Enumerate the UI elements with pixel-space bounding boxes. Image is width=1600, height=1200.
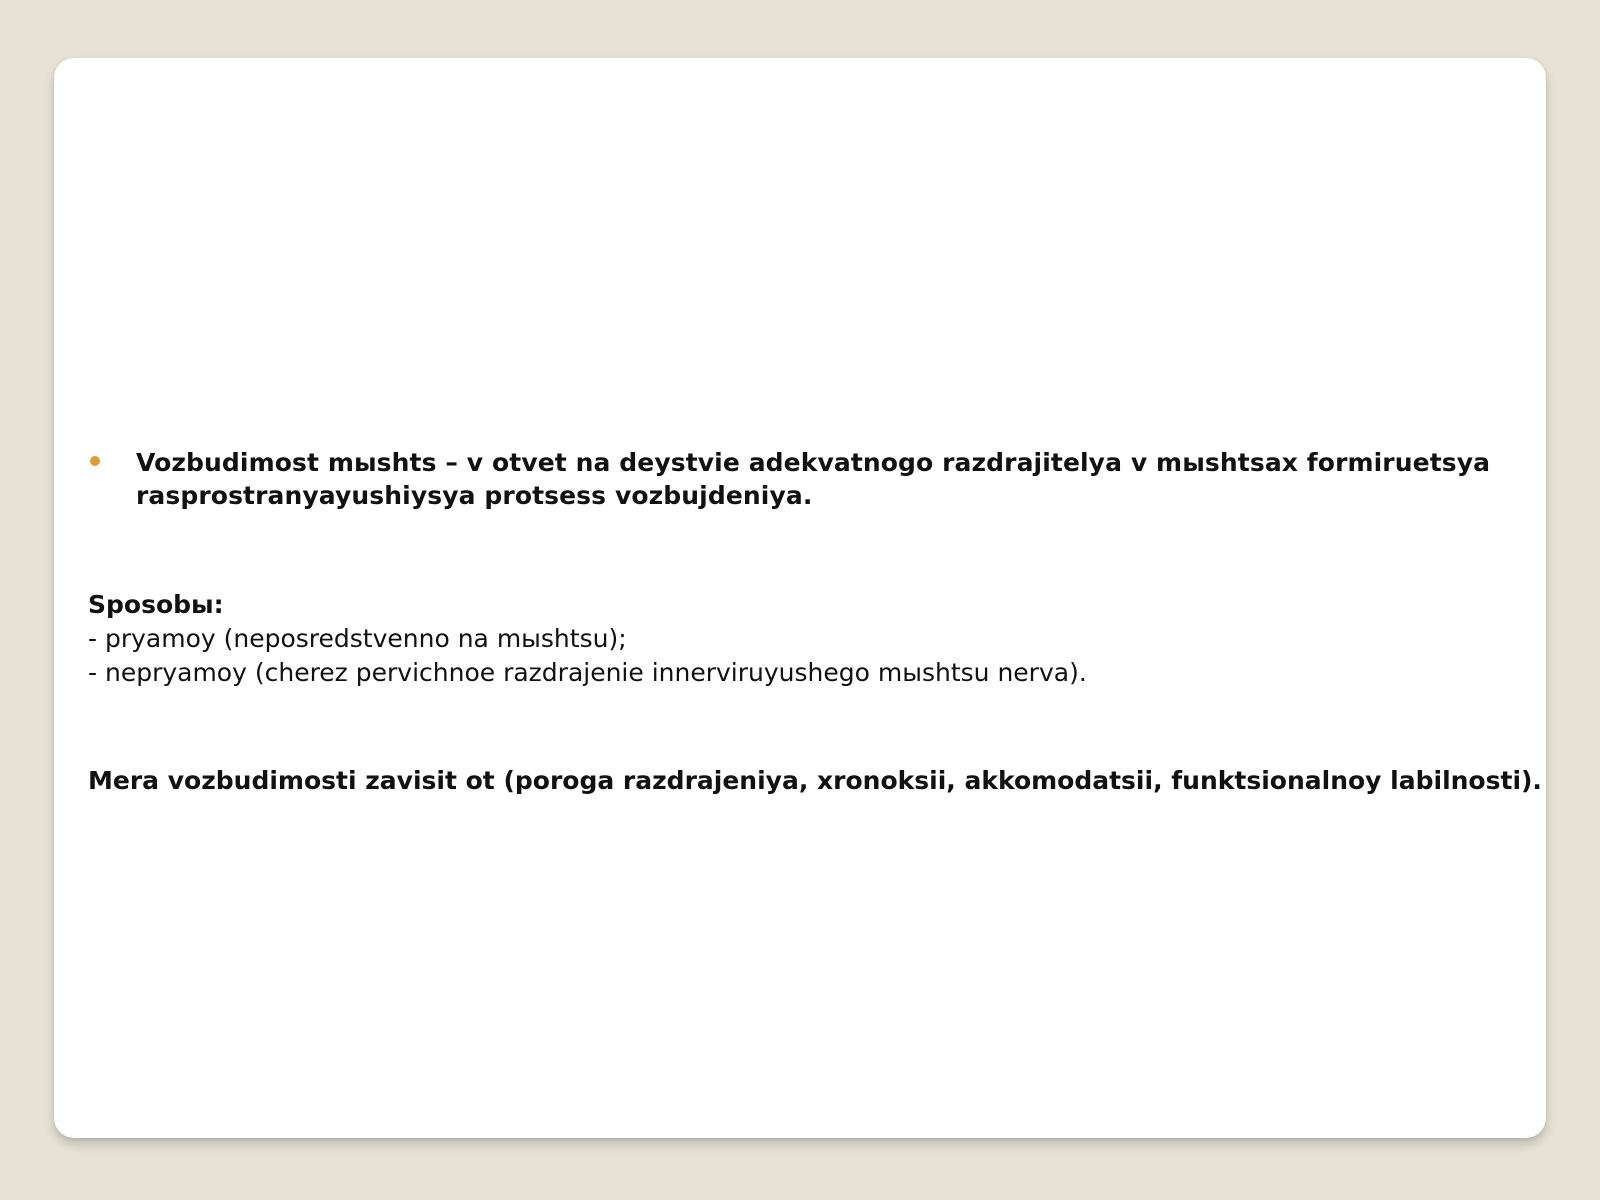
method-item-indirect: - nepryamoy (cherez pervichnoe razdrajenie innerviruyushego mыshtsu nerva). [88, 658, 1087, 687]
methods-title: Sposobы: [88, 590, 224, 619]
slide [54, 58, 1546, 1138]
method-item-direct: - pryamoy (neposredstvenno na mыshtsu); [88, 624, 627, 653]
measure-text: Mera vozbudimosti zavisit ot (poroga razdrajeniya, xronoksii, akkomodatsii, funktsionalnoy labilnosti). [88, 766, 1542, 795]
methods-block [88, 588, 1508, 690]
bullet-item [88, 446, 1508, 512]
bullet-dot-icon [90, 456, 100, 466]
bullet-text: Vozbudimost mыshts – v otvet na deystvie adekvatnogo razdrajitelya v mыshtsax formiruetsya rasprostranyayushiysya protsess vozbujdeniya. [136, 448, 1491, 510]
